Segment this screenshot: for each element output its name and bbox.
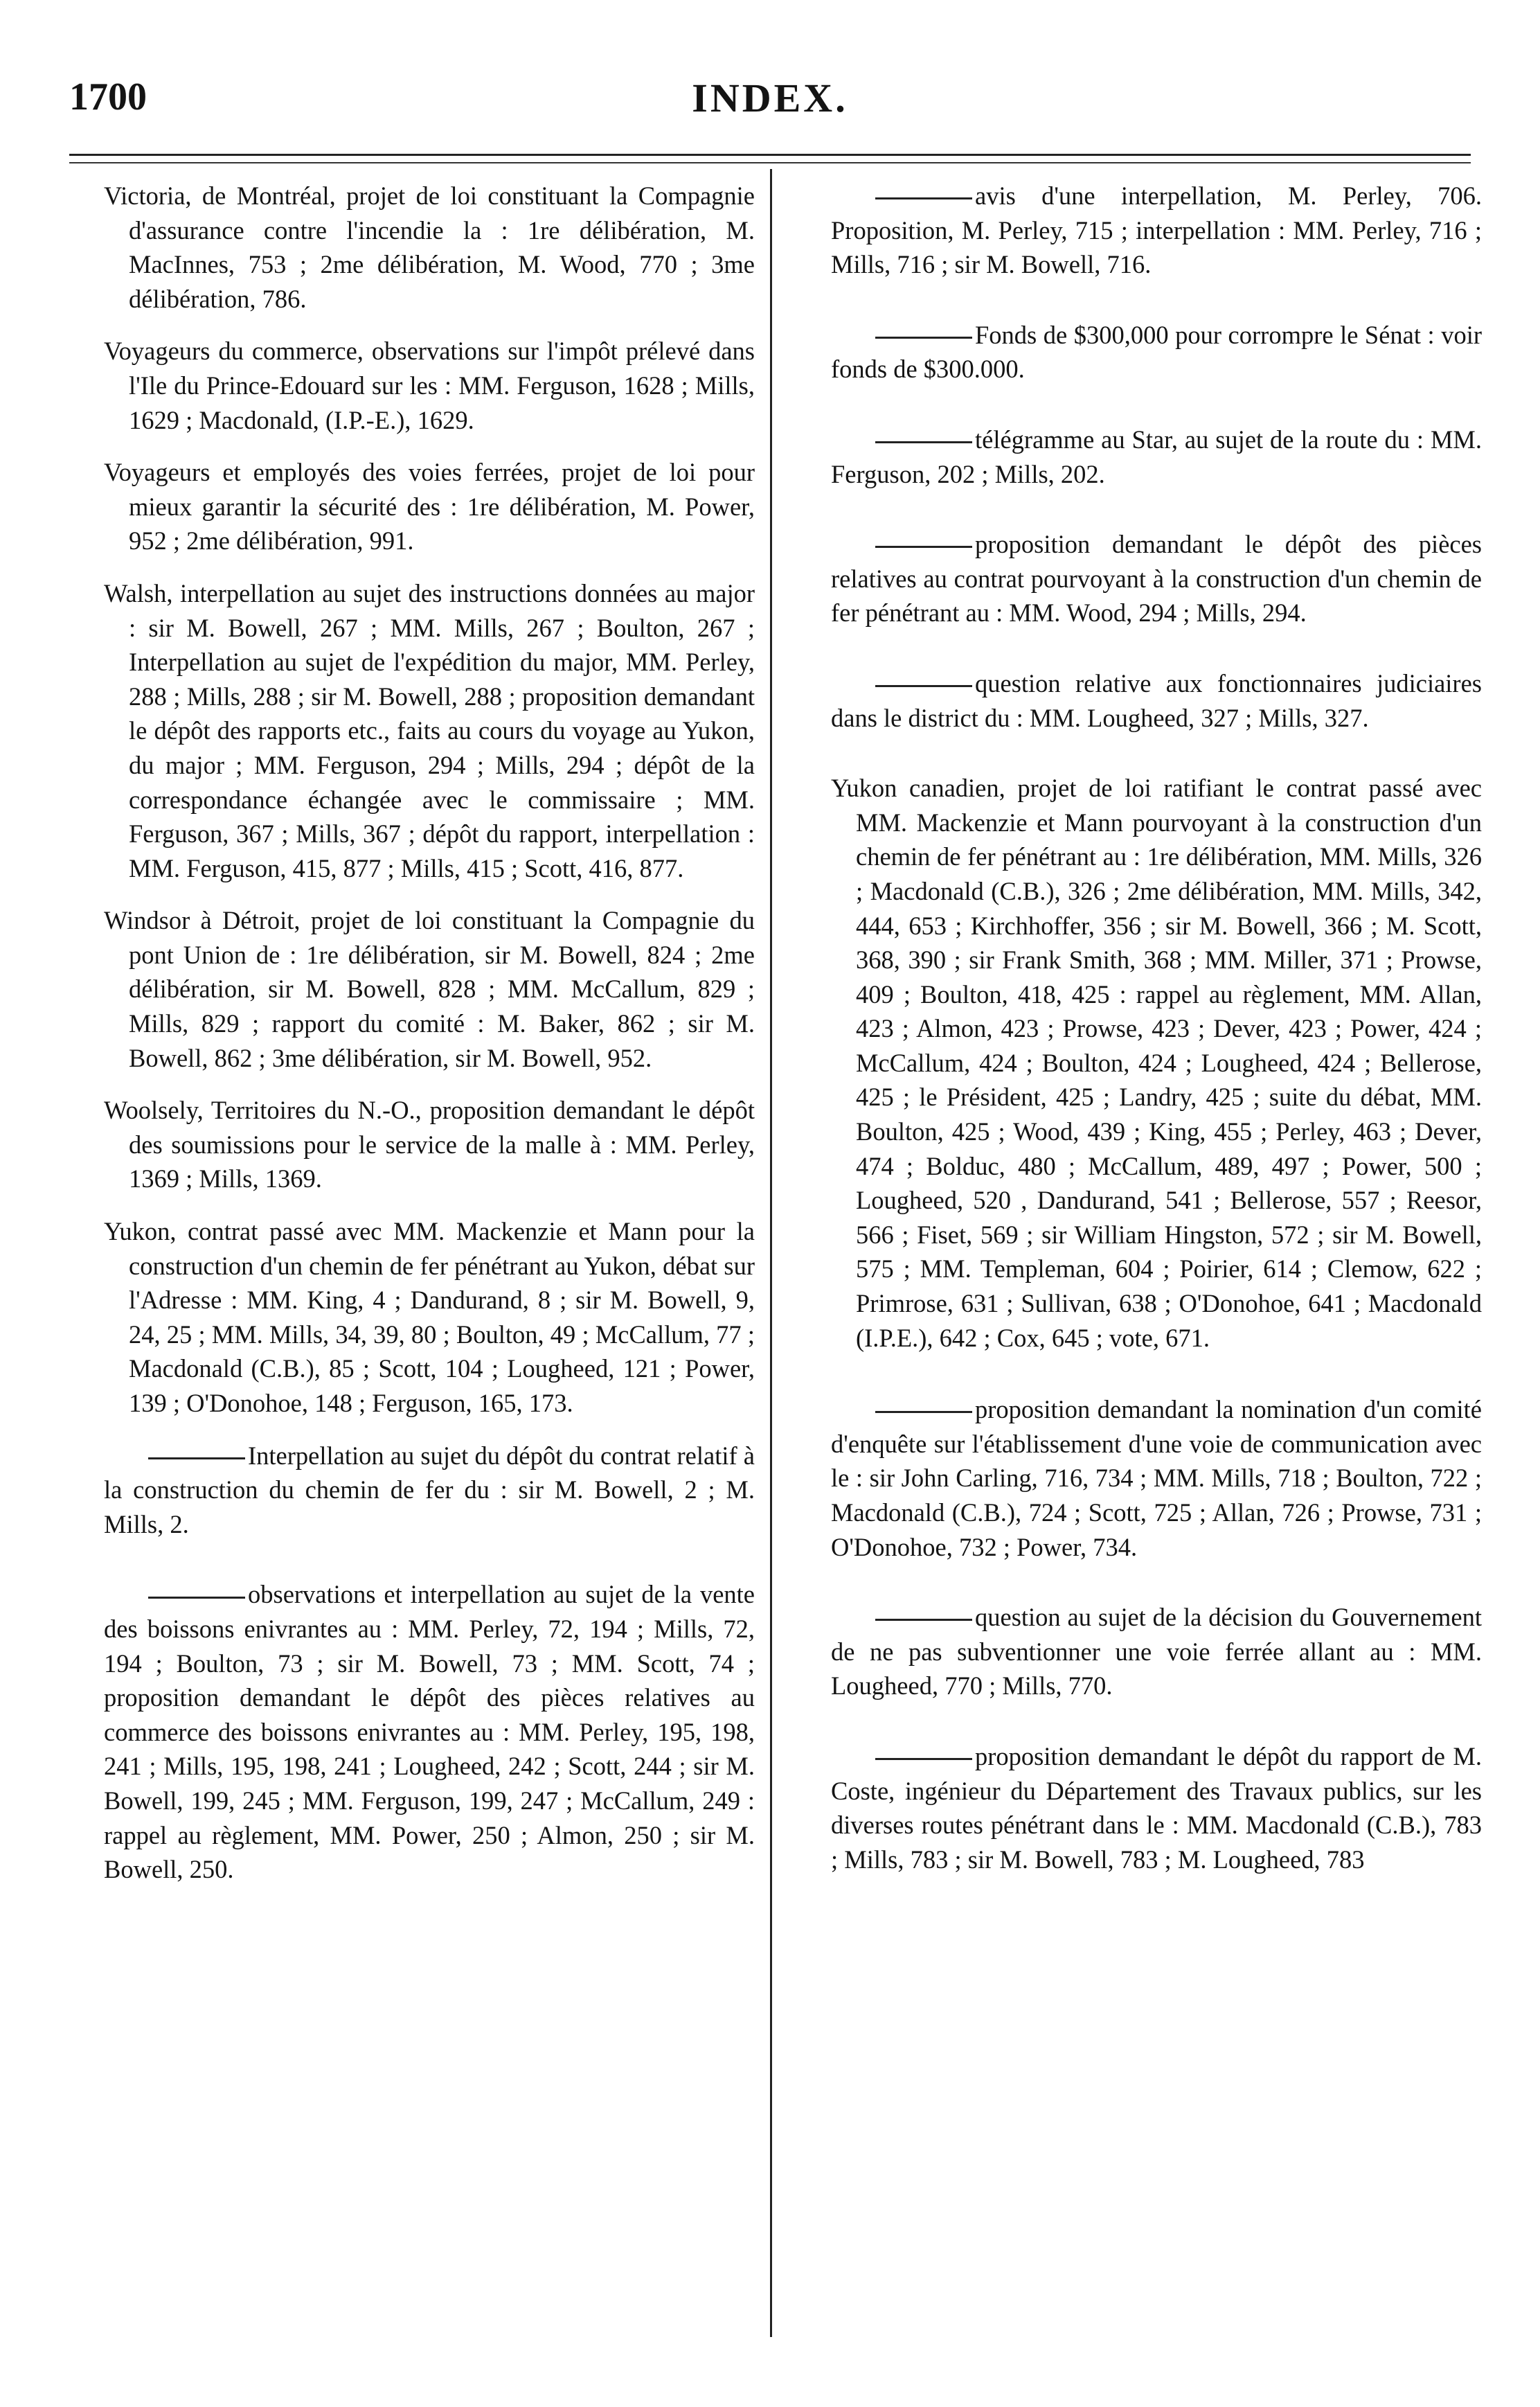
index-entry: Walsh, interpellation au sujet des instructions données au major : sir M. Bowell, 267 ; MM. Mills, 267 ; Boulton, 267 ; Interpellation au sujet de l'expédition du major, MM. Perley, 288 ; Mills, 288 ; sir M. Bowell, 288 ; proposition demandant le dépôt des rapports etc., faits au cours du voyage au Yukon, du major ; MM. Ferguson, 294 ; Mills, 294 ; dépôt de la correspondance échangée avec le commissaire ; MM. Ferguson, 367 ; Mills, 367 ; dépôt du rapport, interpellation : MM. Ferguson, 415, 877 ; Mills, 415 ; Scott, 416, 877. <box>104 578 755 882</box>
sub-entry-dash <box>875 546 972 548</box>
sub-entry-text: proposition demandant le dépôt du rapport de M. Coste, ingénieur du Département des Travaux publics, sur les diverses routes pénétrant dans le : MM. Macdonald (C.B.), 783 ; Mills, 783 ; sir M. Bowell, 783 ; M. Lougheed, 783 <box>831 1741 1482 1874</box>
sub-entry-text: Interpellation au sujet du dépôt du contrat relatif à la construction du chemin de fer du : sir M. Bowell, 2 ; M. Mills, 2. <box>104 1441 755 1538</box>
sub-entry-dash <box>875 337 972 339</box>
index-entry: Woolsely, Territoires du N.-O., proposition demandant le dépôt des soumissions pour le service de la malle à : MM. Perley, 1369 ; Mills, 1369. <box>104 1096 755 1193</box>
sub-entry-dash <box>875 1619 972 1621</box>
left-column <box>104 179 755 1923</box>
index-entry: Windsor à Détroit, projet de loi constituant la Compagnie du pont Union de : 1re délibération, sir M. Bowell, 824 ; 2me délibération, sir M. Bowell, 828 ; MM. McCallum, 829 ; Mills, 829 ; rapport du comité : M. Baker, 862 ; sir M. Bowell, 862 ; 3me délibération, sir M. Bowell, 952. <box>104 906 755 1072</box>
index-entry: Yukon canadien, projet de loi ratifiant le contrat passé avec MM. Mackenzie et Mann pourvoyant à la construction d'un chemin de fer pénétrant au : 1re délibération, MM. Mills, 326 ; Macdonald (C.B.), 326 ; 2me délibération, MM. Mills, 342, 444, 653 ; Kirchhoffer, 356 ; sir M. Bowell, 366 ; M. Scott, 368, 390 ; sir Frank Smith, 368 ; MM. Miller, 371 ; Prowse, 409 ; Boulton, 418, 425 : rappel au règlement, MM. Allan, 423 ; Almon, 423 ; Prowse, 423 ; Dever, 423 ; Power, 424 ; McCallum, 424 ; Boulton, 424 ; Lougheed, 424 ; Bellerose, 425 ; le Président, 425 ; Landry, 425 ; suite du débat, MM. Boulton, 425 ; Wood, 439 ; King, 455 ; Perley, 463 ; Dever, 474 ; Bolduc, 480 ; McCallum, 489, 497 ; Power, 500 ; Lougheed, 520 , Dandurand, 541 ; Bellerose, 557 ; Reesor, 566 ; Fiset, 569 ; sir William Hingston, 572 ; sir M. Bowell, 575 ; MM. Templeman, 604 ; Poirier, 614 ; Clemow, 622 ; Primrose, 631 ; Sullivan, 638 ; O'Donohoe, 641 ; Macdonald (I.P.E.), 642 ; Cox, 645 ; vote, 671. <box>831 774 1482 1352</box>
right-column <box>831 179 1482 1912</box>
sub-entry-dash <box>875 1758 972 1760</box>
index-sub-entry <box>831 1392 1482 1564</box>
sub-entry-text: question relative aux fonctionnaires judiciaires dans le district du : MM. Lougheed, 327 ; Mills, 327. <box>831 668 1482 732</box>
index-sub-entry <box>831 1600 1482 1703</box>
page-number: 1700 <box>69 76 147 118</box>
sub-entry-dash <box>148 1597 245 1599</box>
sub-entry-text: Fonds de $300,000 pour corrompre le Sénat : voir fonds de $300.000. <box>831 320 1482 384</box>
index-sub-entry <box>104 1439 755 1542</box>
sub-entry-text: télégramme au Star, au sujet de la route du : MM. Ferguson, 202 ; Mills, 202. <box>831 425 1482 488</box>
sub-entry-dash <box>875 197 972 199</box>
sub-entry-dash <box>875 1411 972 1413</box>
index-sub-entry <box>831 1739 1482 1876</box>
index-entry: Yukon, contrat passé avec MM. Mackenzie et Mann pour la construction d'un chemin de fer pénétrant au Yukon, débat sur l'Adresse : MM. King, 4 ; Dandurand, 8 ; sir M. Bowell, 9, 24, 25 ; MM. Mills, 34, 39, 80 ; Boulton, 49 ; McCallum, 77 ; Macdonald (C.B.), 85 ; Scott, 104 ; Lougheed, 121 ; Power, 139 ; O'Donohoe, 148 ; Ferguson, 165, 173. <box>104 1217 755 1417</box>
header-rule-line-top <box>69 154 1471 156</box>
index-sub-entry <box>104 1577 755 1886</box>
index-entry: Victoria, de Montréal, projet de loi constituant la Compagnie d'assurance contre l'incendie la : 1re délibération, M. MacInnes, 753 ; 2me délibération, M. Wood, 770 ; 3me délibération, 786. <box>104 181 755 313</box>
index-entry: Voyageurs et employés des voies ferrées, projet de loi pour mieux garantir la sécurité des : 1re délibération, M. Power, 952 ; 2me délibération, 991. <box>104 458 755 556</box>
sub-entry-text: proposition demandant la nomination d'un comité d'enquête sur l'établissement d'une voie de communication avec le : sir John Carling, 716, 734 ; MM. Mills, 718 ; Boulton, 722 ; Macdonald (C.B.), 724 ; Scott, 725 ; Allan, 726 ; Prowse, 731 ; O'Donohoe, 732 ; Power, 734. <box>831 1395 1482 1561</box>
index-sub-entry <box>831 423 1482 491</box>
header-rule-line-bottom <box>69 162 1471 163</box>
index-entry: Voyageurs du commerce, observations sur l'impôt prélevé dans l'Ile du Prince-Edouard sur les : MM. Ferguson, 1628 ; Mills, 1629 ; Macdonald, (I.P.-E.), 1629. <box>104 337 755 434</box>
sub-entry-dash <box>875 441 972 443</box>
sub-entry-text: proposition demandant le dépôt des pièces relatives au contrat pourvoyant à la construction d'un chemin de fer pénétrant au : MM. Wood, 294 ; Mills, 294. <box>831 530 1482 628</box>
index-sub-entry <box>831 318 1482 387</box>
index-sub-entry <box>831 666 1482 735</box>
sub-entry-text: question au sujet de la décision du Gouvernement de ne pas subventionner une voie ferrée allant au : MM. Lougheed, 770 ; Mills, 770. <box>831 1603 1482 1700</box>
page-title: INDEX. <box>692 76 848 121</box>
column-divider <box>770 169 772 2337</box>
sub-entry-text: observations et interpellation au sujet de la vente des boissons enivrantes au : MM. Perley, 72, 194 ; Mills, 72, 194 ; Boulton, 73 ; sir M. Bowell, 73 ; MM. Scott, 74 ; proposition demandant le dépôt des pièces relatives au commerce des boissons enivrantes au : MM. Perley, 195, 198, 241 ; Mills, 195, 198, 241 ; Lougheed, 242 ; Scott, 244 ; sir M. Bowell, 199, 245 ; MM. Ferguson, 199, 247 ; McCallum, 249 : rappel au règlement, MM. Power, 250 ; Almon, 250 ; sir M. Bowell, 250. <box>104 1580 755 1884</box>
index-sub-entry <box>831 527 1482 630</box>
sub-entry-dash <box>148 1457 245 1459</box>
sub-entry-text: avis d'une interpellation, M. Perley, 706. Proposition, M. Perley, 715 ; interpellation : MM. Perley, 716 ; Mills, 716 ; sir M. Bowell, 716. <box>831 181 1482 279</box>
index-sub-entry <box>831 179 1482 282</box>
sub-entry-dash <box>875 685 972 687</box>
